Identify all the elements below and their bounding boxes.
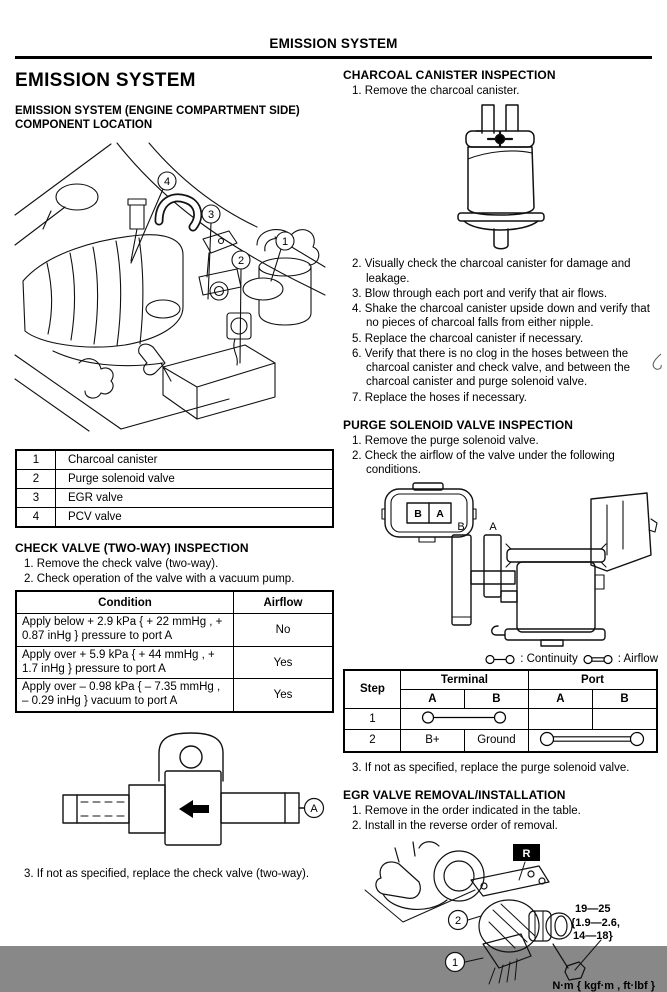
terminal-a-header: A — [400, 689, 464, 708]
charcoal-step-6: 6. Verify that there is no clog in the hoses between the charcoal canister and check valve, and between the charcoal canister and purge solenoid valve. — [352, 347, 631, 389]
torque-unit-label: N·m { kgf·m , ft·lbf } — [552, 980, 655, 992]
table-header-row — [344, 670, 657, 690]
header-rule — [15, 56, 652, 59]
right-column — [343, 66, 658, 992]
purge-step-3: 3. If not as specified, replace the purge solenoid valve. — [352, 761, 630, 774]
check-valve-step-1: 1. Remove the check valve (two-way). — [24, 557, 219, 570]
component-location-heading-line2: COMPONENT LOCATION — [15, 119, 153, 132]
symbol-legend — [343, 653, 658, 666]
table-row — [16, 469, 333, 488]
charcoal-canister-figure — [418, 103, 584, 253]
table-row — [16, 450, 333, 470]
chapter-title: EMISSION SYSTEM — [15, 70, 196, 91]
airflow-symbol-icon — [583, 653, 613, 666]
table-row — [16, 614, 333, 647]
component-number: 1 — [16, 450, 56, 470]
connector-terminal-a-label: A — [436, 507, 444, 520]
egr-figure-callout-2: 2 — [454, 915, 462, 928]
step-cell: 2 — [344, 729, 400, 752]
component-number: 2 — [16, 469, 56, 488]
terminal-column-header: Terminal — [400, 670, 528, 690]
table-row — [16, 507, 333, 527]
check-valve-port-a-label: A — [310, 803, 318, 816]
table-row — [16, 679, 333, 712]
terminal-continuity-cell — [400, 708, 528, 729]
check-valve-condition-table — [15, 590, 334, 713]
check-valve-figure — [33, 729, 327, 855]
condition-cell: Apply over – 0.98 kPa { – 7.35 mmHg , – 0.29 inHg } vacuum to port A — [16, 679, 234, 712]
purge-step-2: 2. Check the airflow of the valve under the following conditions. — [352, 450, 615, 477]
port-a-header: A — [528, 689, 592, 708]
component-name: Charcoal canister — [56, 450, 334, 470]
flow-direction-arrow-icon — [179, 800, 209, 818]
section-heading-check-valve: CHECK VALVE (TWO-WAY) INSPECTION — [15, 540, 249, 555]
port-b-header: B — [592, 689, 657, 708]
egr-valve-figure — [343, 838, 657, 992]
terminal-a-cell: B+ — [400, 729, 464, 752]
component-name: Purge solenoid valve — [56, 469, 334, 488]
airflow-symbol-icon — [536, 731, 648, 747]
continuity-symbol-icon — [412, 710, 516, 725]
condition-cell: Apply over + 5.9 kPa { + 44 mmHg , + 1.7 inHg } pressure to port A — [16, 646, 234, 679]
terminal-b-cell: Ground — [464, 729, 528, 752]
charcoal-step-5: 5. Replace the charcoal canister if necessary. — [352, 332, 584, 345]
connector-terminal-b-label: B — [414, 507, 422, 520]
section-heading-purge-solenoid: PURGE SOLENOID VALVE INSPECTION — [343, 417, 574, 432]
table-row — [16, 488, 333, 507]
continuity-symbol-icon — [485, 653, 515, 666]
charcoal-step-1: 1. Remove the charcoal canister. — [352, 85, 520, 97]
step-column-header: Step — [344, 670, 400, 709]
component-location-heading-line1: EMISSION SYSTEM (ENGINE COMPARTMENT SIDE) — [15, 105, 300, 117]
check-valve-step-2: 2. Check operation of the valve with a vacuum pump. — [24, 573, 295, 585]
component-name: EGR valve — [56, 488, 334, 507]
purge-solenoid-test-table — [343, 669, 658, 753]
charcoal-step-3: 3. Blow through each port and verify that air flows. — [352, 287, 608, 300]
page-header-title: EMISSION SYSTEM — [269, 36, 398, 51]
component-location-table — [15, 449, 334, 528]
airflow-column-header: Airflow — [234, 591, 334, 614]
table-row — [16, 646, 333, 679]
terminal-b-header: B — [464, 689, 528, 708]
engine-figure-callout-4: 4 — [163, 175, 171, 188]
continuity-legend-label: : Continuity — [520, 653, 578, 665]
port-column-header: Port — [528, 670, 657, 690]
reference-badge-label: R — [522, 848, 531, 861]
condition-column-header: Condition — [16, 591, 234, 614]
engine-figure-callout-2: 2 — [237, 254, 245, 267]
charcoal-step-2: 2. Visually check the charcoal canister for damage and leakage. — [352, 258, 631, 285]
section-heading-charcoal-canister: CHARCOAL CANISTER INSPECTION — [343, 68, 556, 82]
engine-compartment-figure — [13, 141, 327, 441]
component-number: 3 — [16, 488, 56, 507]
purge-solenoid-valve-figure — [355, 481, 657, 647]
engine-figure-callout-1: 1 — [281, 235, 289, 248]
port-b-cell — [592, 708, 657, 729]
table-row — [344, 708, 657, 729]
airflow-cell: No — [234, 614, 334, 647]
egr-step-1: 1. Remove in the order indicated in the table. — [352, 804, 581, 817]
left-column — [15, 66, 334, 882]
engine-figure-callout-3: 3 — [207, 208, 215, 221]
charcoal-step-4: 4. Shake the charcoal canister upside down and verify that no pieces of charcoal falls from either nipple. — [352, 303, 650, 330]
port-a-cell — [528, 708, 592, 729]
egr-step-2: 2. Install in the reverse order of removal. — [352, 820, 558, 832]
port-airflow-cell — [528, 729, 657, 752]
airflow-legend-label: : Airflow — [617, 653, 658, 665]
condition-cell: Apply below + 2.9 kPa { + 22 mmHg , + 0.87 inHg } pressure to port A — [16, 614, 234, 647]
table-header-row — [16, 591, 333, 614]
torque-spec-line1: 19—25 — [575, 903, 611, 916]
egr-figure-callout-1: 1 — [451, 957, 459, 970]
torque-spec-line3: 14—18} — [573, 930, 613, 943]
airflow-cell: Yes — [234, 646, 334, 679]
port-b-label: B — [457, 520, 465, 533]
table-row — [344, 729, 657, 752]
charcoal-step-7: 7. Replace the hoses if necessary. — [352, 391, 527, 404]
step-cell: 1 — [344, 708, 400, 729]
section-heading-egr-valve: EGR VALVE REMOVAL/INSTALLATION — [343, 787, 566, 802]
check-valve-step-3: 3. If not as specified, replace the check valve (two-way). — [24, 868, 310, 881]
torque-spec-line2: {1.9—2.6, — [571, 917, 620, 930]
airflow-cell: Yes — [234, 679, 334, 712]
purge-step-1: 1. Remove the purge solenoid valve. — [352, 434, 539, 447]
port-a-label: A — [489, 520, 497, 533]
component-name: PCV valve — [56, 507, 334, 527]
component-number: 4 — [16, 507, 56, 527]
